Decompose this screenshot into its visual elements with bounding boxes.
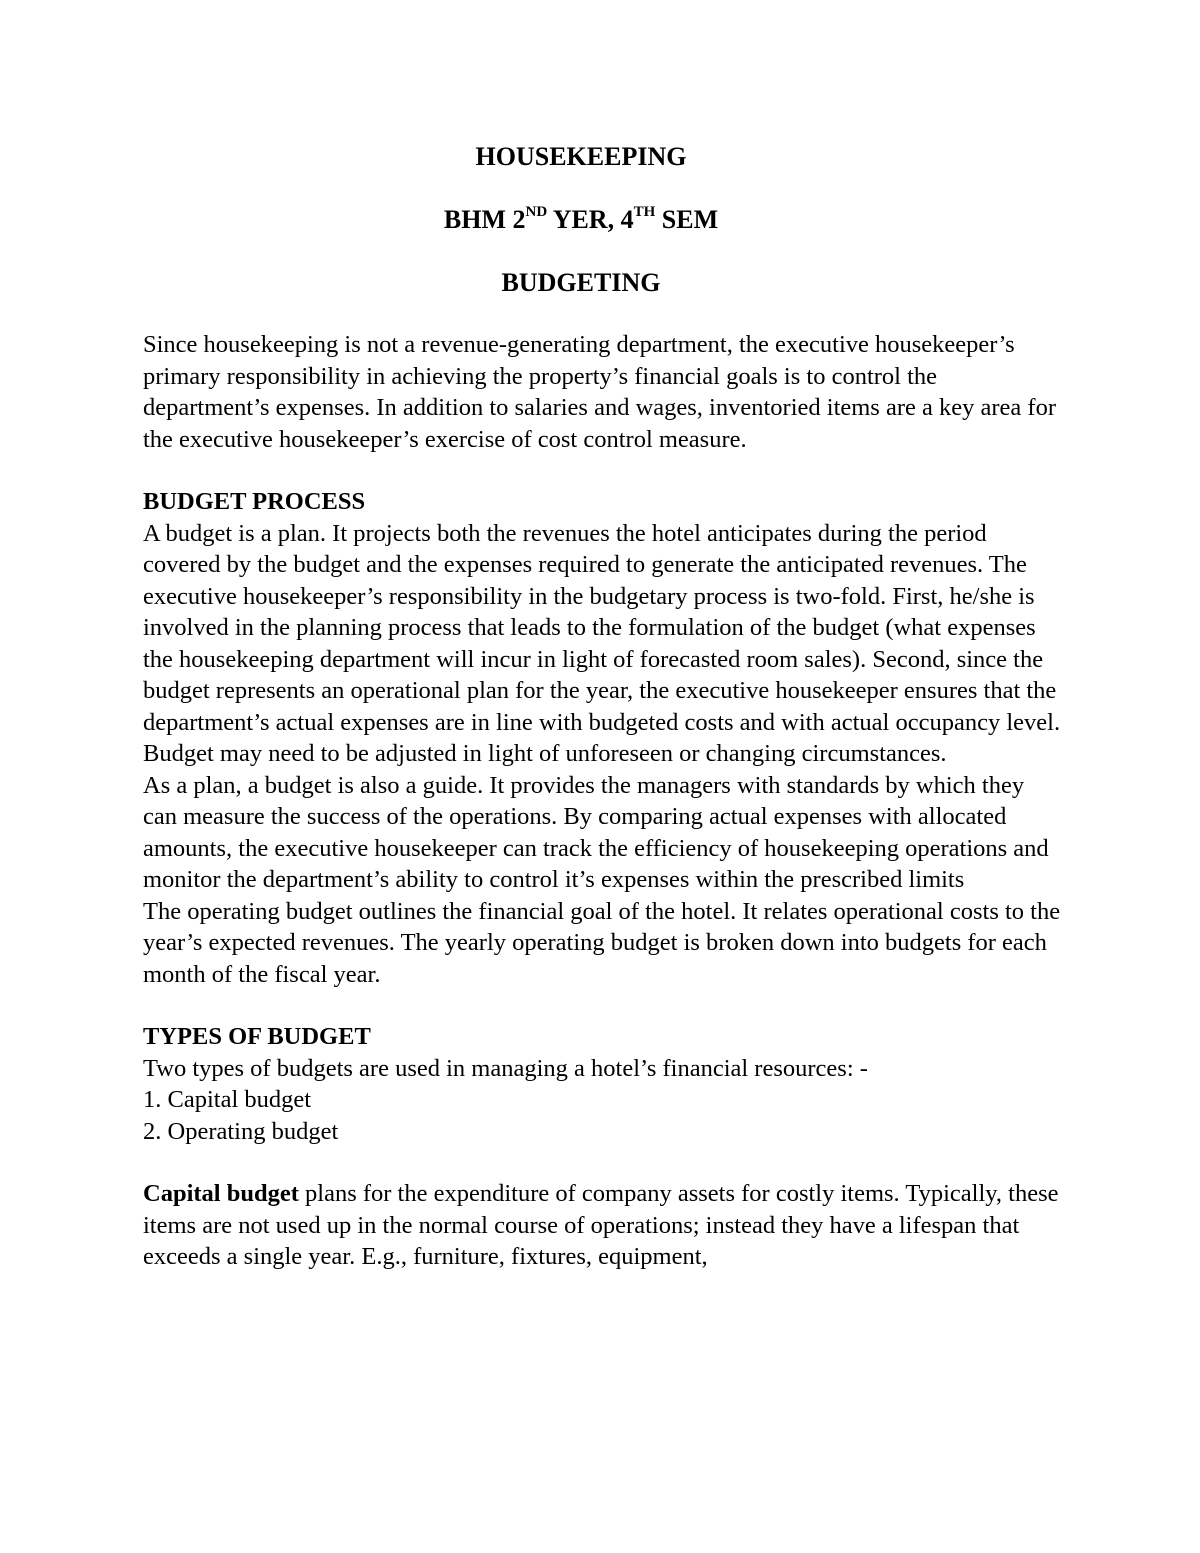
spacer [143, 1147, 1063, 1178]
course-sup-2: TH [633, 204, 656, 221]
budget-process-paragraph-3: The operating budget outlines the financial goal of the hotel. It relates operational costs to the year’s expected revenues. The yearly operating budget is broken down into budgets for each month of the fiscal year. [143, 897, 1061, 988]
document-body [143, 140, 1063, 1273]
intro-paragraph: Since housekeeping is not a revenue-generating department, the executive housekeeper’s primary responsibility in achieving the property’s financial goals is to control the department’s expenses. In addition to salaries and wages, inventoried items are a key area for the executive housekeeper’s exercise of cost control measure. [143, 331, 1056, 453]
budget-process-heading: BUDGET PROCESS [143, 488, 366, 515]
spacer [143, 990, 1063, 1021]
course-suffix: SEM [655, 205, 719, 234]
budget-process-paragraph-2: As a plan, a budget is also a guide. It provides the managers with standards by which they can measure the success of the operations. By comparing actual expenses with allocated amounts, the executive housekeeper can track the efficiency of housekeeping operations and monitor the department’s ability to control it’s expenses within the prescribed limits [143, 771, 1049, 893]
course-prefix: BHM 2 [443, 205, 526, 234]
document-title [143, 140, 1019, 174]
capital-budget-paragraph [143, 1178, 1063, 1273]
budget-process-paragraph-1: A budget is a plan. It projects both the revenues the hotel anticipates during the period covered by the budget and the expenses required to generate the anticipated revenues. The executive housekeeper’s responsibility in the budgetary process is two-fold. First, he/she is involved in the planning process that leads to the formulation of the budget (what expenses the housekeeping department will incur in light of forecasted room sales). Second, since the budget represents an operational plan for the year, the executive housekeeper ensures that the department’s actual expenses are in line with budgeted costs and with actual occupancy level. Budget may need to be adjusted in light of unforeseen or changing circumstances. [143, 519, 1061, 767]
course-sup-1: ND [525, 204, 548, 221]
course-line [143, 203, 1019, 237]
topic-title [143, 266, 1019, 300]
capital-budget-text: plans for the expenditure of company assets for costly items. Typically, these items are not used up in the normal course of operations; instead they have a lifespan that exceeds a single year. E.g., furniture, fixtures, equipment, [143, 1180, 1059, 1270]
types-of-budget-heading: TYPES OF BUDGET [143, 1023, 371, 1050]
spacer [143, 455, 1063, 486]
course-middle: YER, 4 [547, 205, 634, 234]
types-of-budget-intro: Two types of budgets are used in managing a hotel’s financial resources: - [143, 1054, 868, 1082]
list-item: 1. Capital budget [143, 1086, 312, 1113]
list-item: 2. Operating budget [143, 1117, 339, 1145]
capital-budget-term: Capital budget [143, 1180, 299, 1207]
title-text: HOUSEKEEPING [475, 142, 687, 171]
topic-text: BUDGETING [501, 268, 661, 297]
